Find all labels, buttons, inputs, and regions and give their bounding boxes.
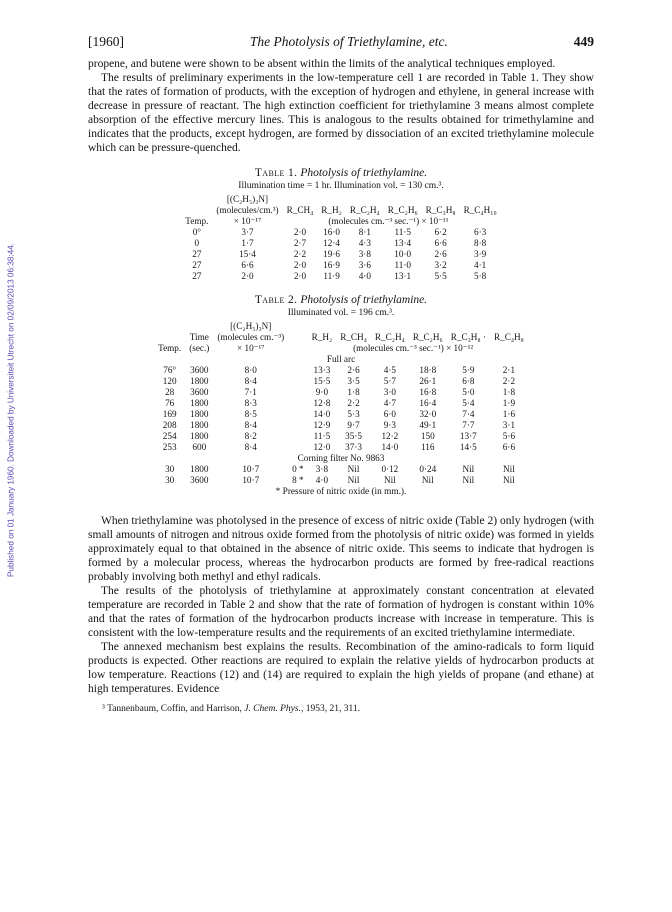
table-row bbox=[154, 387, 528, 398]
table-cell: 1800 bbox=[190, 409, 209, 419]
table-cell: Nil bbox=[383, 475, 396, 485]
table-cell: 11·5 bbox=[313, 431, 331, 441]
table-cell: 37·3 bbox=[345, 442, 362, 452]
table-cell: 9·3 bbox=[383, 420, 396, 430]
table-cell: Nil bbox=[347, 475, 360, 485]
t1-head-conc-2: (molecules/cm.³) bbox=[216, 205, 279, 215]
t2-head-col: R_C₃H₈ · bbox=[450, 332, 486, 342]
table-cell: 13·3 bbox=[313, 365, 331, 375]
table-cell: 6·0 bbox=[383, 409, 396, 419]
table1-caption bbox=[88, 167, 594, 179]
table-cell: 2·0 bbox=[241, 271, 254, 281]
table-cell: 1·8 bbox=[347, 387, 360, 397]
table2-label: Table 2. bbox=[254, 294, 298, 306]
t1-units: (molecules cm.⁻³ sec.⁻¹) × 10⁻¹¹ bbox=[328, 216, 449, 226]
table-cell: 3·1 bbox=[502, 420, 516, 430]
table-cell: 169 bbox=[162, 409, 177, 419]
table-cell: 5·5 bbox=[434, 271, 447, 281]
table-row bbox=[154, 398, 528, 409]
t1-head-col: R_H₂ bbox=[321, 205, 342, 215]
t2-head-conc-3: × 10⁻¹⁷ bbox=[237, 343, 265, 353]
table-cell: 2·2 bbox=[347, 398, 360, 408]
table-row bbox=[154, 442, 528, 453]
table-cell: 16·0 bbox=[323, 227, 340, 237]
table1-title: Photolysis of triethylamine. bbox=[300, 167, 428, 179]
table-cell: 4·0 bbox=[315, 475, 329, 485]
table-cell: 2·6 bbox=[347, 365, 360, 375]
table1-label: Table 1. bbox=[254, 167, 298, 179]
table-cell: 5·8 bbox=[474, 271, 487, 281]
t2-section-filter: Corning filter No. 9863 bbox=[297, 453, 385, 463]
table-cell: 6·6 bbox=[434, 238, 447, 248]
table-cell: 6·2 bbox=[434, 227, 447, 237]
table-cell: 0° bbox=[192, 227, 201, 237]
table-cell: 4·1 bbox=[474, 260, 487, 270]
t2-head-col: R_C₂H₄ bbox=[374, 332, 405, 342]
table-cell: 208 bbox=[162, 420, 177, 430]
table-row bbox=[181, 260, 500, 271]
table-cell: Nil bbox=[347, 464, 360, 474]
table-cell: 19·6 bbox=[323, 249, 340, 259]
table-cell: Nil bbox=[503, 475, 515, 485]
table-cell: 1·6 bbox=[502, 409, 516, 419]
table-cell: 12·9 bbox=[313, 420, 331, 430]
t2-head-conc-2: (molecules cm.⁻³) bbox=[217, 332, 285, 342]
table-cell bbox=[288, 365, 307, 376]
table-cell bbox=[288, 398, 307, 409]
table-cell: 5·0 bbox=[462, 387, 475, 397]
table-cell: 15·5 bbox=[313, 376, 331, 386]
table-cell: 5·3 bbox=[347, 409, 360, 419]
table-cell: 1800 bbox=[190, 376, 209, 386]
table-cell: 4·3 bbox=[358, 238, 371, 248]
table-cell: 2·7 bbox=[293, 238, 307, 248]
table-cell: 1800 bbox=[190, 464, 209, 474]
table-row bbox=[154, 376, 528, 387]
t2-units: (molecules cm.⁻³ sec.⁻¹) × 10⁻¹² bbox=[353, 343, 474, 353]
table-cell: 76° bbox=[163, 365, 177, 375]
table-cell: 7·1 bbox=[244, 387, 257, 397]
table-cell: 120 bbox=[162, 376, 177, 386]
table-cell: 27 bbox=[192, 271, 202, 281]
table-cell bbox=[288, 376, 307, 387]
table-cell: 3600 bbox=[190, 387, 209, 397]
table-cell: 4·5 bbox=[383, 365, 396, 375]
table-cell: 7·4 bbox=[462, 409, 475, 419]
t1-head-conc-3: × 10⁻¹⁷ bbox=[233, 216, 262, 226]
t1-head-conc-1: [(C₂H₅)₃N] bbox=[226, 194, 269, 204]
running-header bbox=[88, 34, 594, 50]
table-cell: 8·0 bbox=[244, 365, 257, 375]
table-row bbox=[154, 464, 528, 475]
table-cell: 3·5 bbox=[347, 376, 360, 386]
table-cell: 27 bbox=[192, 249, 202, 259]
table2-caption bbox=[88, 294, 594, 306]
table-cell: 10·7 bbox=[242, 475, 260, 485]
table-cell: Nil bbox=[462, 475, 475, 485]
table-row bbox=[181, 271, 500, 282]
table-cell: 6·6 bbox=[502, 442, 516, 452]
table-cell: 12·2 bbox=[381, 431, 399, 441]
table1-body bbox=[181, 227, 500, 282]
table-cell bbox=[288, 420, 307, 431]
t2-head-col: R_CH₄ bbox=[340, 332, 367, 342]
t2-head-time-1: Time bbox=[189, 332, 209, 342]
table-cell: 49·1 bbox=[419, 420, 437, 430]
table-cell: 76 bbox=[165, 398, 175, 408]
table-cell: 16·9 bbox=[323, 260, 340, 270]
table-cell: 0 bbox=[194, 238, 200, 248]
header-title: The Photolysis of Triethylamine, etc. bbox=[249, 34, 448, 49]
paragraph-1: propene, and butene were shown to be absent within the limits of the analytical techniques employed. bbox=[88, 58, 556, 70]
table-cell: 14·0 bbox=[313, 409, 331, 419]
t1-head-col: R_CH₄ bbox=[286, 205, 314, 215]
table-row bbox=[154, 420, 528, 431]
table-cell: 8·4 bbox=[244, 376, 257, 386]
t2-section-full-arc: Full arc bbox=[326, 354, 356, 364]
t2-head-col: R_H₂ bbox=[311, 332, 333, 342]
table-row bbox=[154, 431, 528, 442]
table-cell: 5·6 bbox=[502, 431, 516, 441]
table-cell: 6·6 bbox=[241, 260, 254, 270]
table-cell: 1800 bbox=[190, 398, 209, 408]
table-cell: 14·5 bbox=[459, 442, 477, 452]
table-cell: 18·8 bbox=[419, 365, 437, 375]
table-cell: 11·0 bbox=[394, 260, 411, 270]
table-cell: 15·4 bbox=[239, 249, 256, 259]
table-cell: 6·8 bbox=[462, 376, 475, 386]
download-stamp-text: Published on 01 January 1960. Downloaded by Universiteit Utrecht on 02/09/2013 06:38:44. bbox=[6, 242, 16, 578]
table-cell: 9·7 bbox=[347, 420, 360, 430]
table2-title: Photolysis of triethylamine. bbox=[300, 294, 428, 306]
table-cell: 27 bbox=[192, 260, 202, 270]
table-cell: 28 bbox=[165, 387, 175, 397]
table-cell: 116 bbox=[421, 442, 435, 452]
table-cell: 3600 bbox=[190, 365, 209, 375]
footnote-text: Tannenbaum, Coffin, and Harrison, bbox=[104, 704, 245, 714]
table-cell: 13·4 bbox=[394, 238, 412, 248]
table-cell: 0·24 bbox=[419, 464, 437, 474]
table-cell: 3·2 bbox=[434, 260, 447, 270]
table-cell: 2·0 bbox=[293, 260, 307, 270]
table-cell: 16·8 bbox=[419, 387, 437, 397]
t1-head-temp: Temp. bbox=[185, 216, 209, 226]
table-cell: 8·5 bbox=[244, 409, 257, 419]
table-2 bbox=[154, 321, 528, 486]
table-cell: 0·12 bbox=[381, 464, 399, 474]
table2-body-full-arc bbox=[154, 365, 528, 453]
table-cell bbox=[288, 442, 307, 453]
table-cell: Nil bbox=[462, 464, 475, 474]
table-cell: 3·7 bbox=[241, 227, 254, 237]
table-cell: 10·0 bbox=[394, 249, 412, 259]
table-cell bbox=[288, 387, 307, 398]
t2-head-col: R_C₂H₆ bbox=[412, 332, 443, 342]
table-cell: 600 bbox=[192, 442, 207, 452]
t1-head-col: R_C₄H₁₀ bbox=[463, 205, 497, 215]
table-cell: 3·9 bbox=[474, 249, 487, 259]
page-number: 449 bbox=[573, 34, 594, 49]
table-cell: 2·2 bbox=[502, 376, 516, 386]
table-cell: 5·9 bbox=[462, 365, 475, 375]
table-row bbox=[154, 475, 528, 486]
table-cell: 12·8 bbox=[313, 398, 331, 408]
table-row bbox=[181, 238, 500, 249]
table-cell: 26·1 bbox=[419, 376, 437, 386]
table-cell: 2·0 bbox=[293, 227, 307, 237]
table-cell: 3·8 bbox=[315, 464, 329, 474]
table2-conditions: Illuminated vol. = 196 cm.³. bbox=[287, 308, 395, 318]
table-cell: Nil bbox=[503, 464, 515, 474]
table-cell: 6·3 bbox=[474, 227, 487, 237]
header-year: [1960] bbox=[88, 34, 124, 49]
table-cell: 35·5 bbox=[345, 431, 362, 441]
table-cell: 1·8 bbox=[502, 387, 516, 397]
table-cell: 30 bbox=[165, 464, 175, 474]
t1-head-col: R_C₃H₈ bbox=[425, 205, 456, 215]
table-cell: 5·4 bbox=[462, 398, 475, 408]
table2-note: * Pressure of nitric oxide (in mm.). bbox=[275, 487, 407, 497]
download-stamp bbox=[4, 150, 18, 670]
table-cell: 0 * bbox=[292, 464, 304, 474]
table-cell: 11·9 bbox=[323, 271, 340, 281]
table-cell: Nil bbox=[421, 475, 434, 485]
table-cell: 8·4 bbox=[244, 442, 257, 452]
table-row bbox=[154, 409, 528, 420]
table-cell: 13·1 bbox=[394, 271, 412, 281]
table-cell: 5·7 bbox=[383, 376, 396, 386]
paragraph-3: When triethylamine was photolysed in the presence of excess of nitric oxide (Table 2) only hydrogen (with small amounts of nitrogen and nitrous oxide formed from the photolysis of nitric oxide) was formed in yields approximately equal to that obtained in the absence of nitric oxide. This seems to indicate that hydrogen is formed by a molecular process, whereas the hydrocarbon products are formed by free-radical reactions probably involving both methyl and ethyl radicals. bbox=[88, 515, 594, 583]
table-cell: 3·6 bbox=[358, 260, 371, 270]
table-cell: 4·0 bbox=[358, 271, 371, 281]
table-cell: 12·4 bbox=[323, 238, 340, 248]
table-cell: 8·2 bbox=[244, 431, 257, 441]
table-cell: 1·9 bbox=[502, 398, 516, 408]
table-cell: 8·4 bbox=[244, 420, 257, 430]
table-row bbox=[181, 227, 500, 238]
table1-conditions: Illumination time = 1 hr. Illumination vol. = 130 cm.³. bbox=[238, 181, 444, 191]
footnote bbox=[88, 704, 594, 714]
t2-head-conc-1: [(C₂H₅)₃N] bbox=[230, 321, 272, 331]
table-cell: 8·8 bbox=[474, 238, 487, 248]
table-cell: 4·7 bbox=[383, 398, 396, 408]
t1-head-col: R_C₂H₄ bbox=[349, 205, 380, 215]
paragraph-4: The results of the photolysis of triethylamine at approximately constant concentration at elevated temperature are recorded in Table 2 and show that the rate of formation of hydrogen is constant within 10% and that the rates of formation of the hydrocarbon products increase with increase in temperature. This is consistent with the low-temperature results and the requirements of an excited triethylamine intermediate. bbox=[88, 585, 594, 639]
table-cell bbox=[288, 431, 307, 442]
table-cell: 16·4 bbox=[419, 398, 437, 408]
table-cell: 11·5 bbox=[394, 227, 411, 237]
footnote-mark: ³ bbox=[102, 704, 105, 714]
table-cell: 254 bbox=[162, 431, 177, 441]
table-cell: 10·7 bbox=[242, 464, 260, 474]
footnote-ref: , 1953, 21, 311. bbox=[300, 704, 360, 714]
table-row bbox=[181, 249, 500, 260]
table-cell: 7·7 bbox=[462, 420, 475, 430]
table-row bbox=[154, 365, 528, 376]
table-cell: 1800 bbox=[190, 420, 209, 430]
table-cell: 150 bbox=[420, 431, 435, 441]
table-cell: 1·7 bbox=[241, 238, 254, 248]
t2-head-col: R_C₄H₈ bbox=[493, 332, 524, 342]
footnote-journal: J. Chem. Phys. bbox=[244, 704, 301, 714]
page-body bbox=[88, 34, 594, 714]
table-cell bbox=[288, 409, 307, 420]
table-cell: 3600 bbox=[190, 475, 209, 485]
table-cell: 30 bbox=[165, 475, 175, 485]
table-1 bbox=[181, 194, 500, 282]
table2-body-filter bbox=[154, 464, 528, 486]
table-cell: 253 bbox=[162, 442, 177, 452]
paragraph-2: The results of preliminary experiments in the low-temperature cell 1 are recorded in Table 1. They show that the rates of formation of products, with the exception of hydrogen and ethylene, in general increase with decrease in pressure of reactant. The high extinction coefficient for triethylamine 3 means almost complete absorption of the effective mercury lines. This is analogous to the results obtained for trimethylamine and indicates that the products, except hydrogen, are formed by dissociation of an excited triethylamine molecule which can be pressure-quenched. bbox=[88, 72, 594, 154]
table-cell: 1800 bbox=[190, 431, 209, 441]
table-cell: 13·7 bbox=[459, 431, 477, 441]
t1-head-col: R_C₂H₆ bbox=[387, 205, 418, 215]
table-cell: 2·2 bbox=[293, 249, 307, 259]
table-cell: 3·0 bbox=[383, 387, 396, 397]
table-cell: 2·6 bbox=[434, 249, 447, 259]
table-cell: 3·8 bbox=[358, 249, 371, 259]
table-cell: 14·0 bbox=[381, 442, 399, 452]
table-cell: 8 * bbox=[292, 475, 304, 485]
paragraph-5: The annexed mechanism best explains the results. Recombination of the amino-radicals to form liquid products is expected. Other reactions are required to explain the relative yields of hydrocarbon products at low temperature. Reactions (12) and (14) are required to explain the high yields of propane (and ethane) at high temperatures. Evidence bbox=[88, 641, 594, 695]
table-cell: 8·3 bbox=[244, 398, 257, 408]
table-cell: 2·0 bbox=[293, 271, 307, 281]
t2-head-temp: Temp. bbox=[158, 343, 182, 353]
table-cell: 2·1 bbox=[502, 365, 516, 375]
table-cell: 9·0 bbox=[315, 387, 329, 397]
table-cell: 32·0 bbox=[419, 409, 437, 419]
table-cell: 8·1 bbox=[358, 227, 371, 237]
table-cell: 12·0 bbox=[313, 442, 331, 452]
t2-head-time-2: (sec.) bbox=[189, 343, 210, 353]
